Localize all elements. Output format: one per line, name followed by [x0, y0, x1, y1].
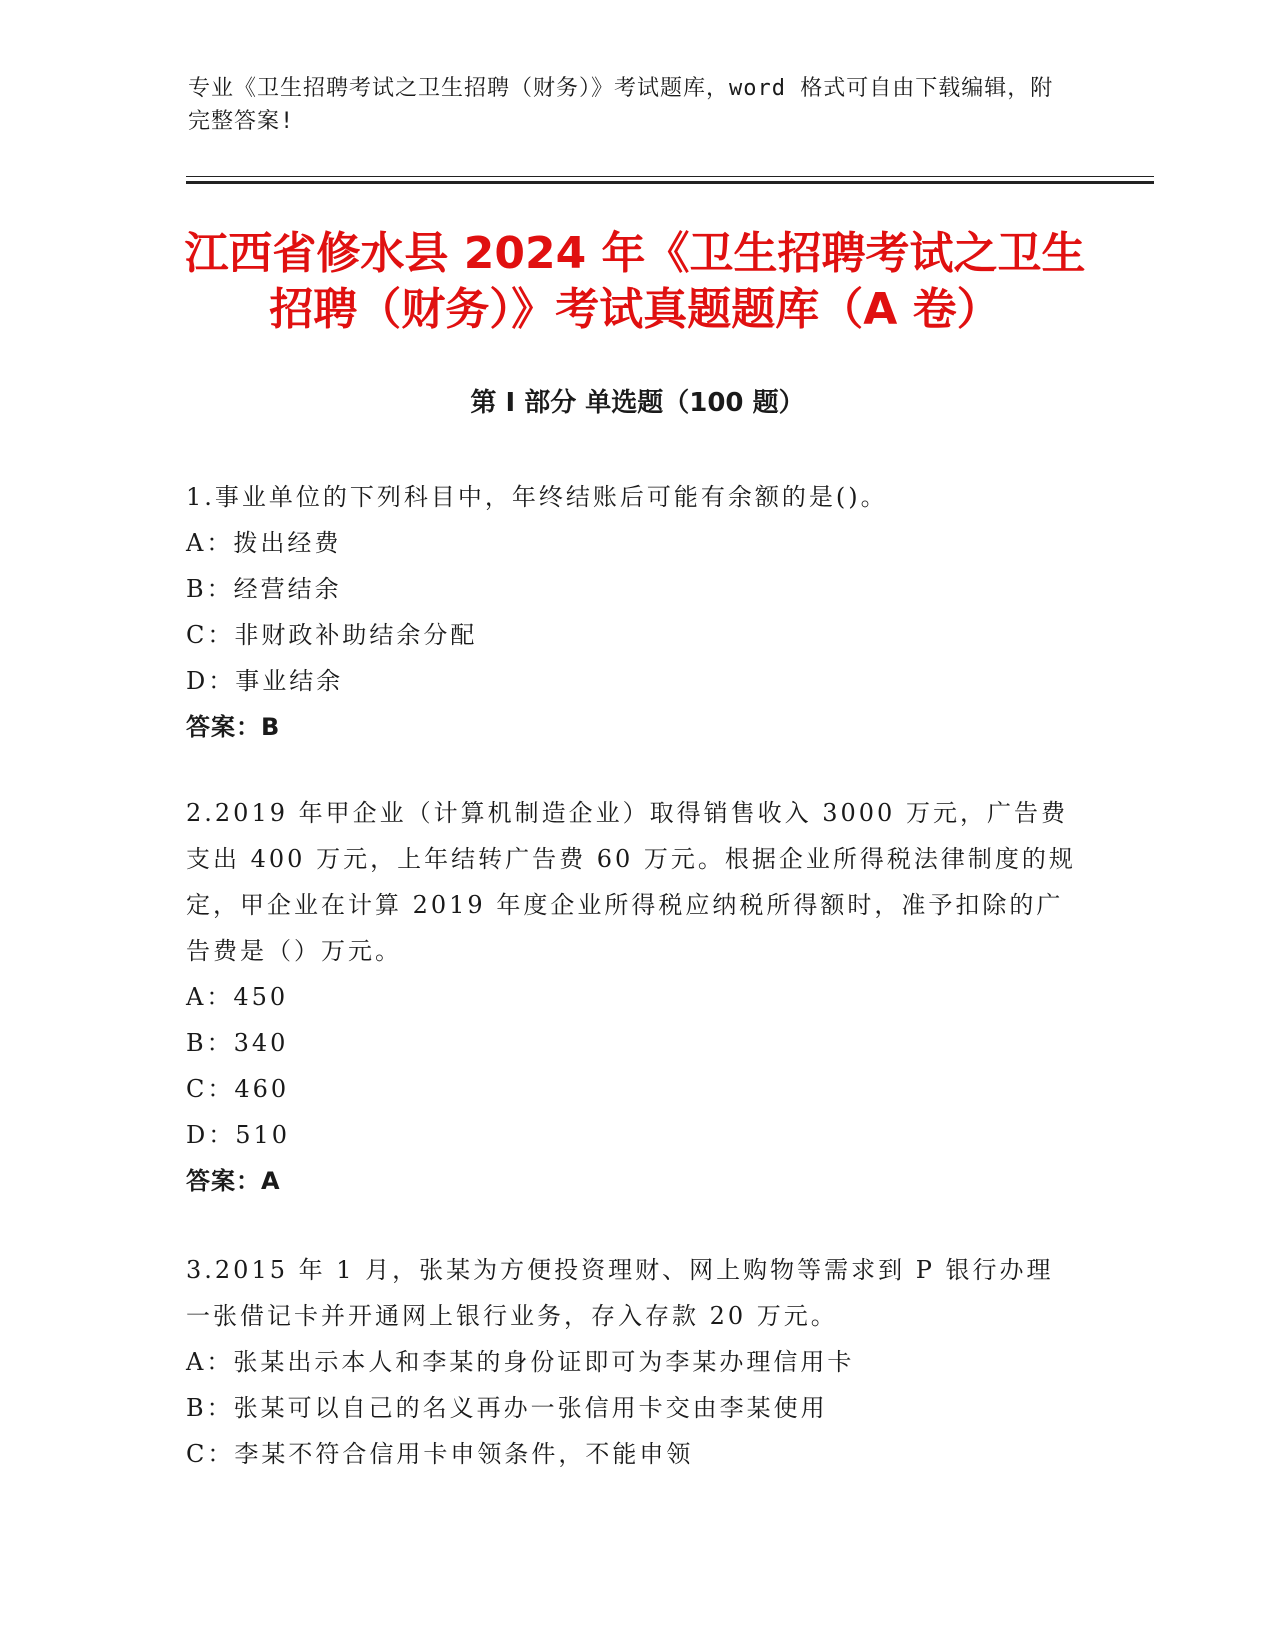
title-line-1: 江西省修水县 2024 年《卫生招聘考试之卫生 [184, 228, 1086, 279]
question-stem: 1.事业单位的下列科目中，年终结账后可能有余额的是()。 [186, 483, 888, 511]
question-2 [186, 790, 1076, 1204]
option-b: B：张某可以自己的名义再办一张信用卡交由李某使用 [186, 1394, 828, 1422]
option-d: D：事业结余 [186, 667, 344, 695]
option-b: B：经营结余 [186, 575, 342, 603]
question-1 [186, 474, 1076, 750]
question-stem: 3.2015 年 1 月，张某为方便投资理财、网上购物等需求到 P 银行办理一张借记卡并开通网上银行业务，存入存款 20 万元。 [186, 1256, 1054, 1330]
option-c: C：非财政补助结余分配 [186, 621, 478, 649]
answer: 答案：A [186, 1167, 281, 1195]
option-a: A：拨出经费 [186, 529, 342, 557]
option-d: D：510 [186, 1121, 291, 1149]
question-stem: 2.2019 年甲企业（计算机制造企业）取得销售收入 3000 万元，广告费支出 400 万元，上年结转广告费 60 万元。根据企业所得税法律制度的规定，甲企业在计算 2019 年度企业所得税应纳税所得额时，准予扣除的广告费是（）万元。 [186, 799, 1076, 965]
question-3 [186, 1247, 1076, 1477]
answer: 答案：B [186, 713, 281, 741]
option-a: A：450 [186, 983, 289, 1011]
document-title [170, 226, 1100, 338]
header-divider-thin [186, 176, 1154, 177]
option-c: C：李某不符合信用卡申领条件，不能申领 [186, 1440, 694, 1468]
header-divider-thick [186, 181, 1154, 184]
option-a: A：张某出示本人和李某的身份证即可为李某办理信用卡 [186, 1348, 855, 1376]
option-b: B：340 [186, 1029, 289, 1057]
title-line-2: 招聘（财务）》考试真题题库（A 卷） [269, 284, 1001, 335]
option-c: C：460 [186, 1075, 290, 1103]
section-heading: 第 I 部分 单选题（100 题） [470, 388, 805, 418]
page-header-note: 专业《卫生招聘考试之卫生招聘（财务）》考试题库，word 格式可自由下载编辑，附完整答案! [188, 76, 1054, 134]
